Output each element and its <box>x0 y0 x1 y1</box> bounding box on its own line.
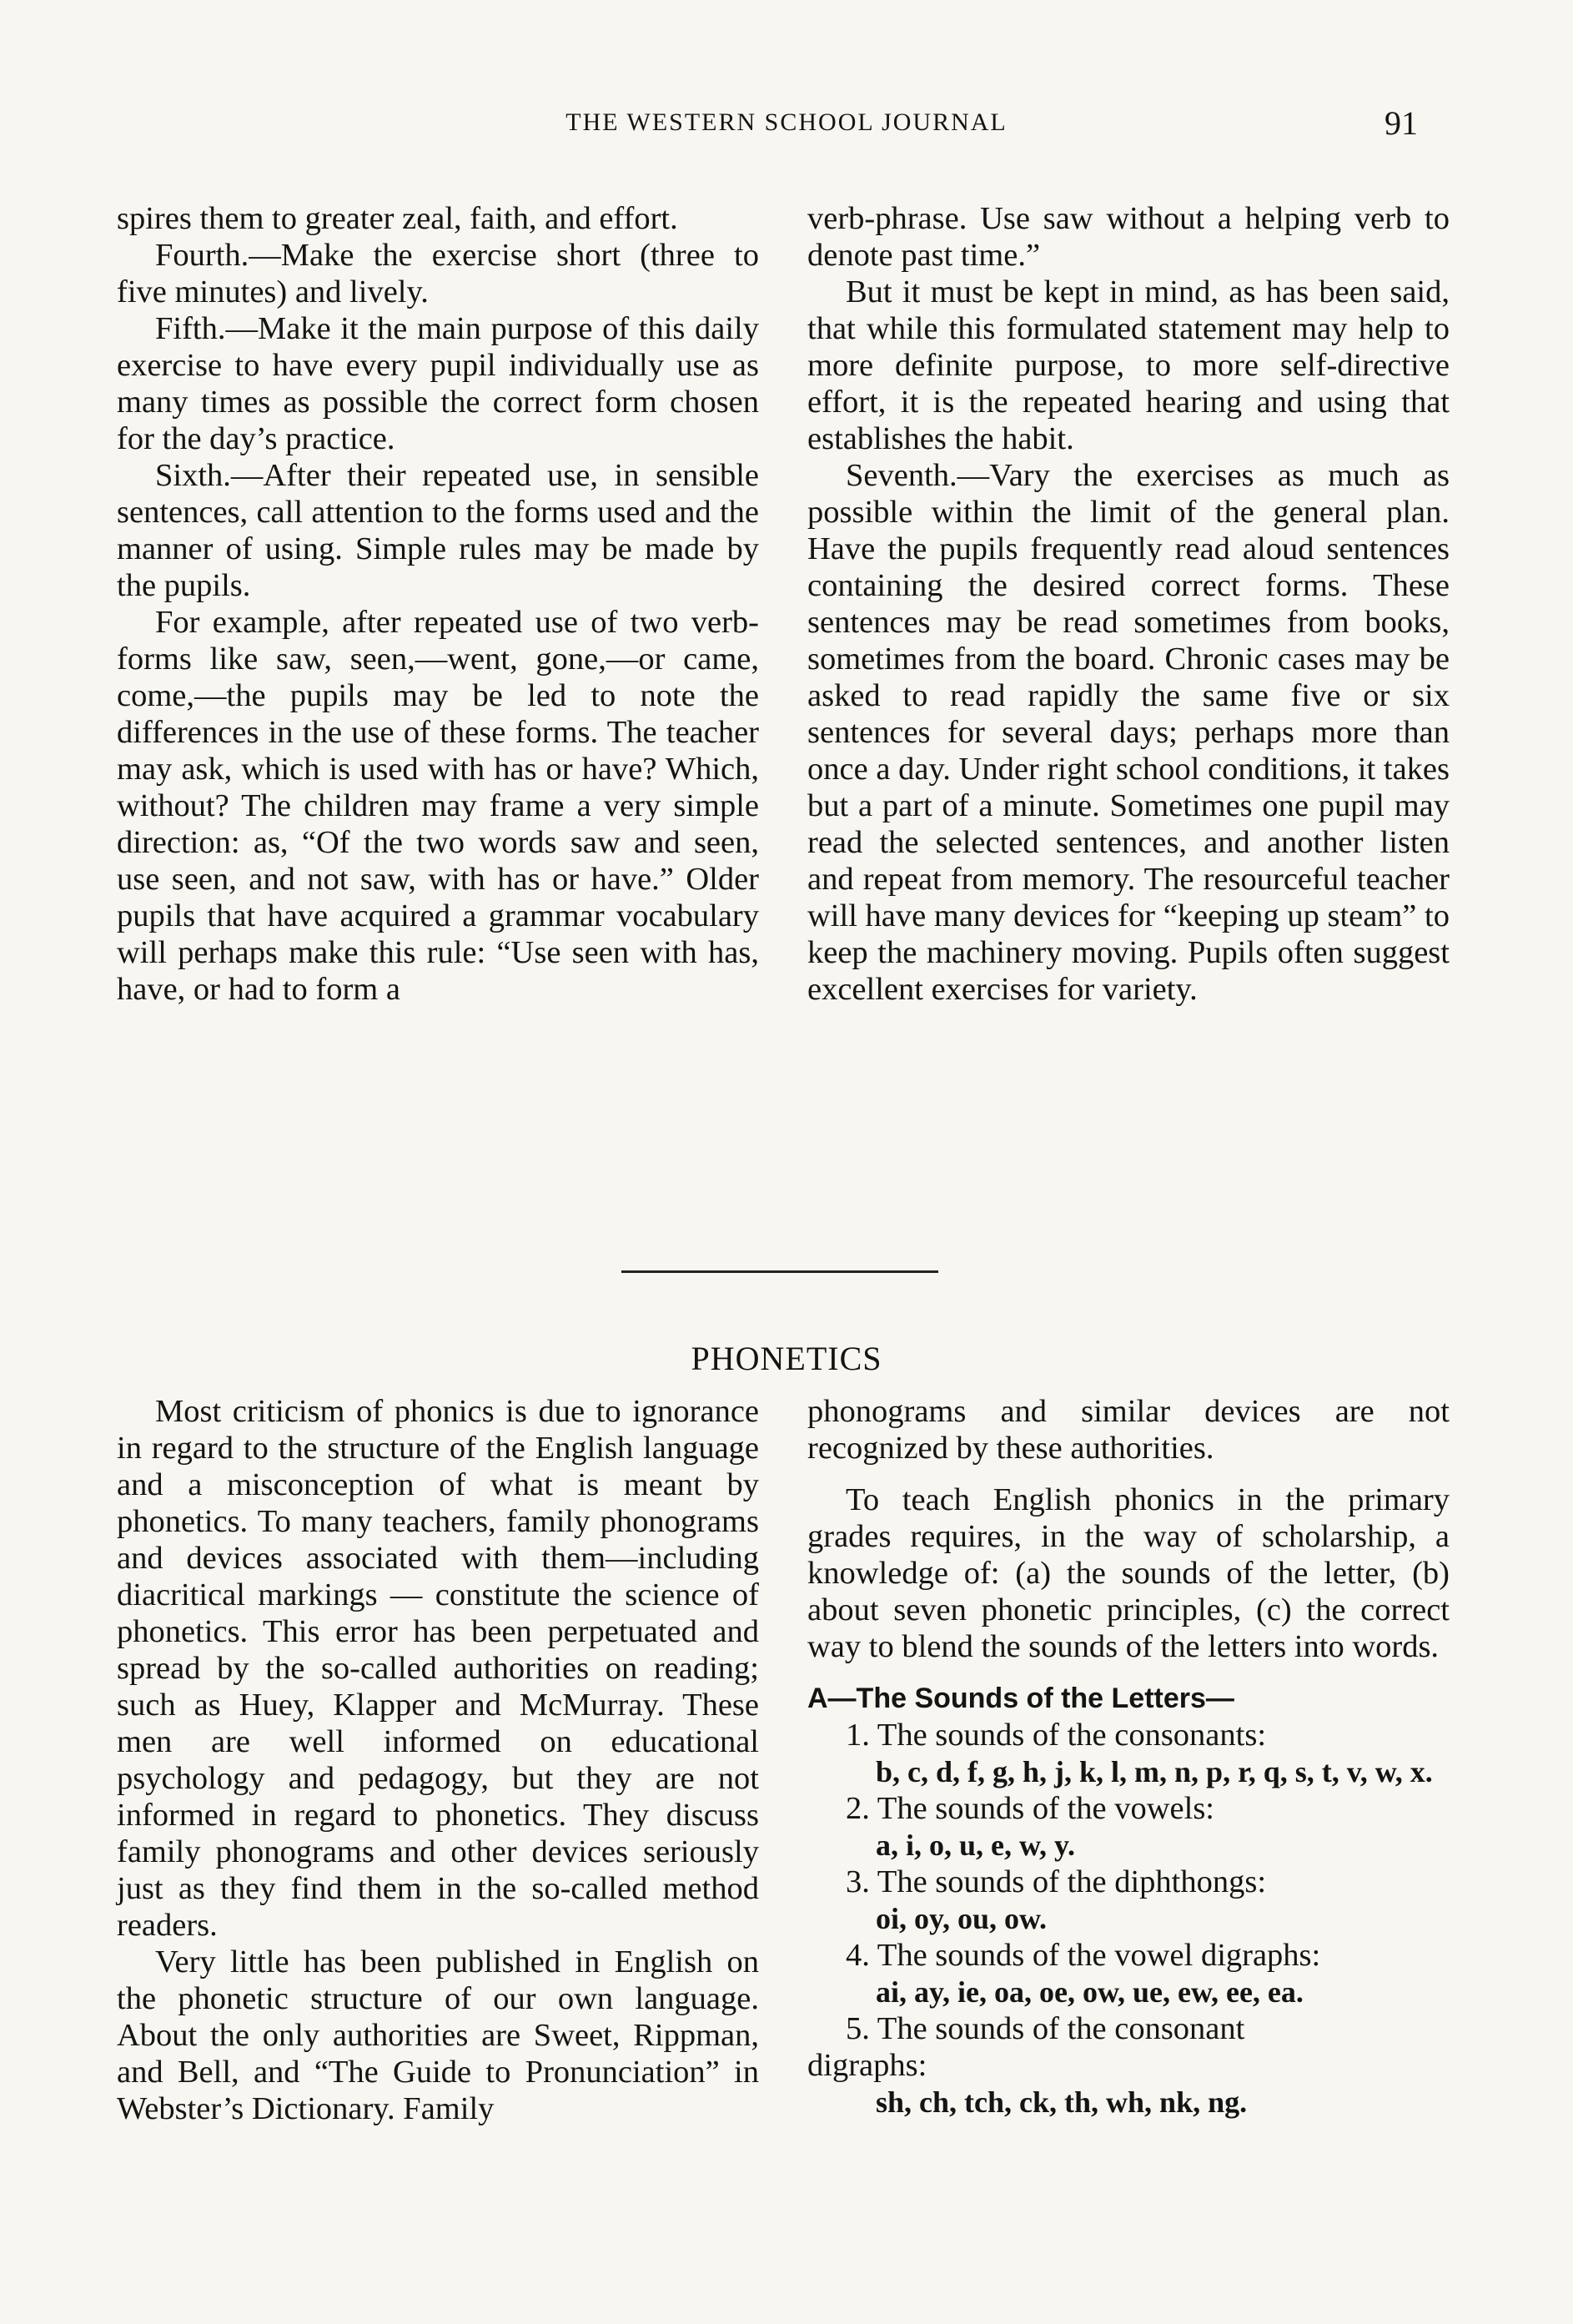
list-item-letters: b, c, d, f, g, h, j, k, l, m, n, p, r, q, s, t, v, w, x. <box>876 1755 1433 1788</box>
paragraph: verb-phrase. Use saw without a helping verb to denote past time.” <box>807 201 1450 273</box>
list-item-label: 2. The sounds of the vowels: <box>846 1791 1214 1826</box>
paragraph: But it must be kept in mind, as has been said, that while this formulated statement may help to more definite purpose, to more self-directive effort, it is the repeated hearing and using that establishes the habit. <box>807 274 1450 456</box>
list-item-label: 4. The sounds of the vowel digraphs: <box>846 1938 1321 1973</box>
paragraph: spires them to greater zeal, faith, and effort. <box>117 201 678 236</box>
list-item-label: 1. The sounds of the consonants: <box>846 1718 1267 1753</box>
top-left-column <box>117 200 759 1008</box>
list-item-label: 3. The sounds of the diphthongs: <box>846 1864 1267 1899</box>
section-title: PHONETICS <box>691 1340 882 1377</box>
paragraph: Sixth.—After their repeated use, in sensible sentences, call attention to the forms used and the manner of using. Simple rules may be made by the pupils. <box>117 458 759 603</box>
paragraph: Fourth.—Make the exercise short (three to five minutes) and lively. <box>117 238 759 309</box>
paragraph: Seventh.—Vary the exercises as much as possible within the limit of the general plan. Have the pupils frequently read aloud sentences containing the desired correct forms. These sentences may be read sometimes from books, sometimes from the board. Chronic cases may be asked to read rapidly the same five or six sentences for several days; perhaps more than once a day. Under right school conditions, it takes but a part of a minute. Sometimes one pupil may read the selected sentences, and another listen and repeat from memory. The resourceful teacher will have many devices for “keeping up steam” to keep the machinery moving. Pupils often suggest excellent exercises for variety. <box>807 458 1450 1007</box>
list-item-letters: a, i, o, u, e, w, y. <box>876 1829 1076 1862</box>
section-divider <box>621 1270 938 1273</box>
page-number: 91 <box>1385 104 1418 142</box>
paragraph: Very little has been published in English on the phonetic structure of our own language. About the only authorities are Sweet, Rippman, and Bell, and “The Guide to Pronunciation” in Webster’s Dictionary. Family <box>117 1944 759 2126</box>
list-item-letters: sh, ch, tch, ck, th, wh, nk, ng. <box>876 2085 1248 2119</box>
paragraph: phonograms and similar devices are not recognized by these authorities. <box>807 1394 1450 1466</box>
running-header: THE WESTERN SCHOOL JOURNAL <box>565 108 1008 136</box>
list-item-label: 5. The sounds of the consonant <box>846 2011 1245 2046</box>
paragraph: For example, after repeated use of two verb-forms like saw, seen,—went, gone,—or came, come,—the pupils may be led to note the differences in the use of these forms. The teacher may ask, which is used with has or have? Which, without? The children may frame a very simple direction: as, “Of the two words saw and seen, use seen, and not saw, with has or have.” Older pupils that have acquired a grammar vocabulary will perhaps make this rule: “Use seen with has, have, or had to form a <box>117 605 759 1007</box>
paragraph: Most criticism of phonics is due to ignorance in regard to the structure of the English language and a misconception of what is meant by phonetics. To many teachers, family phonograms and devices associated with them—including diacritical markings — constitute the science of phonetics. This error has been perpetuated and spread by the so-called authorities on reading; such as Huey, Klapper and McMurray. These men are well informed on educational psychology and pedagogy, but they are not informed in regard to phonetics. They discuss family phonograms and other devices seriously just as they find them in the so-called method readers. <box>117 1394 759 1943</box>
paragraph: Fifth.—Make it the main purpose of this daily exercise to have every pupil individually use as many times as possible the correct form chosen for the day’s practice. <box>117 311 759 456</box>
top-right-column <box>807 200 1450 1008</box>
phonetics-right-column <box>807 1393 1450 2120</box>
subheading: A—The Sounds of the Letters— <box>807 1683 1234 1714</box>
paragraph: To teach English phonics in the primary grades requires, in the way of scholarship, a knowledge of: (a) the sounds of the letter, (b) about seven phonetic principles, (c) the correct way to blend the sounds of the letters into words. <box>807 1482 1450 1664</box>
list-item-letters: ai, ay, ie, oa, oe, ow, ue, ew, ee, ea. <box>876 1975 1304 2009</box>
phonetics-left-column <box>117 1393 759 2127</box>
list-item-label-continued: digraphs: <box>807 2048 927 2083</box>
list-item-letters: oi, oy, ou, ow. <box>876 1902 1048 1935</box>
